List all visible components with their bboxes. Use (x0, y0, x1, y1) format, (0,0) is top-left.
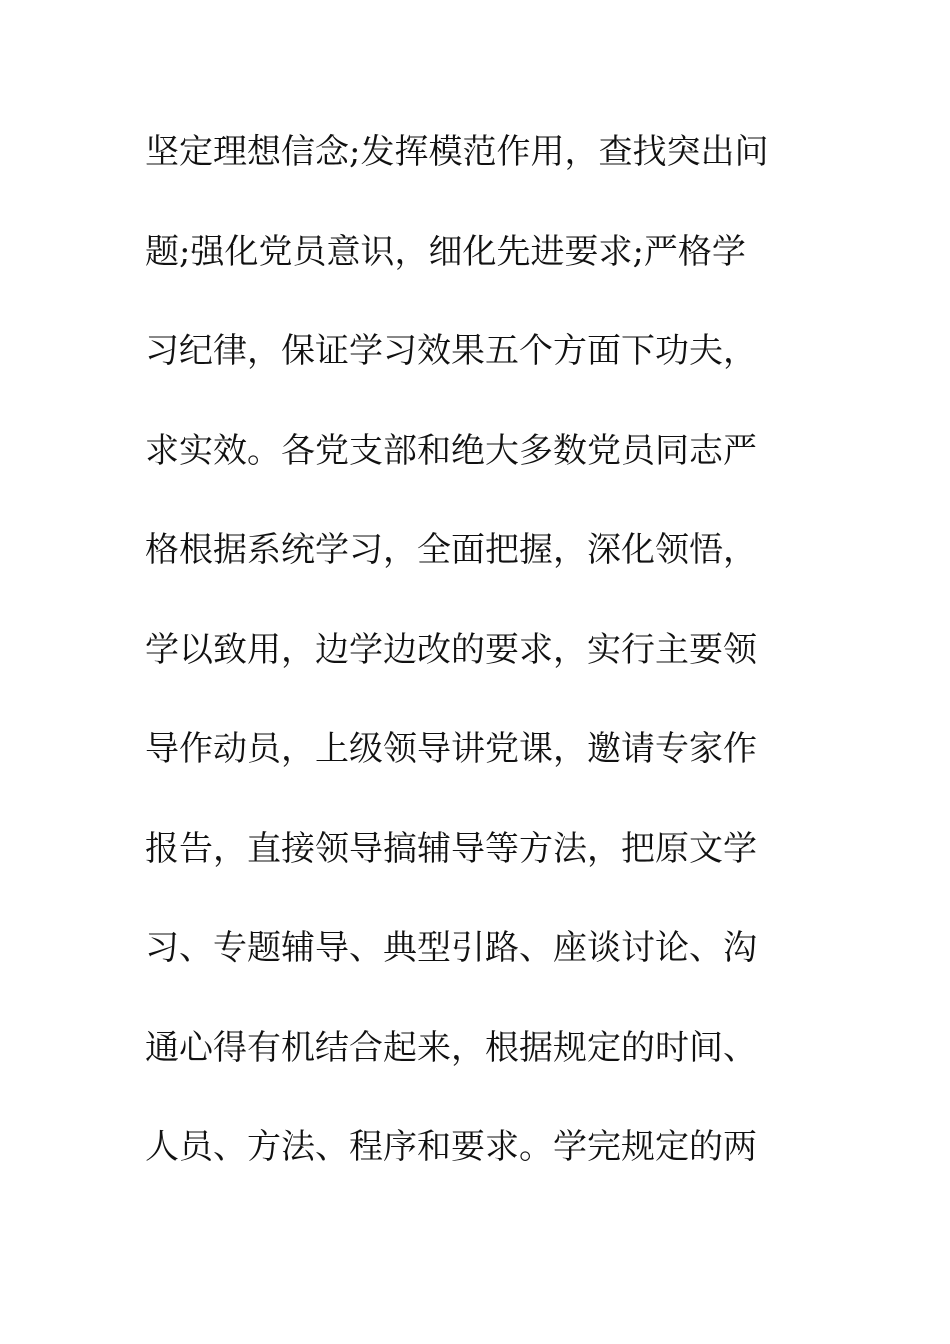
text-line: 习、专题辅导、典型引路、座谈讨论、沟 (145, 928, 757, 968)
text-line: 人员、方法、程序和要求。学完规定的两 (145, 1127, 757, 1167)
text-line: 导作动员，上级领导讲党课，邀请专家作 (145, 729, 757, 769)
text-line: 习纪律，保证学习效果五个方面下功夫， (145, 331, 757, 371)
text-line: 报告，直接领导搞辅导等方法，把原文学 (145, 828, 757, 869)
text-line: 求实效。各党支部和绝大多数党员同志严 (145, 430, 757, 471)
text-line: 格根据系统学习，全面把握，深化领悟， (145, 530, 757, 570)
text-line: 坚定理想信念;发挥模范作用，查找突出问 (145, 132, 769, 172)
text-line: 题;强化党员意识，细化先进要求;严格学 (145, 231, 746, 272)
text-line: 学以致用，边学边改的要求，实行主要领 (145, 629, 757, 670)
text-line: 通心得有机结合起来，根据规定的时间、 (145, 1027, 757, 1068)
body-text (145, 127, 825, 1222)
